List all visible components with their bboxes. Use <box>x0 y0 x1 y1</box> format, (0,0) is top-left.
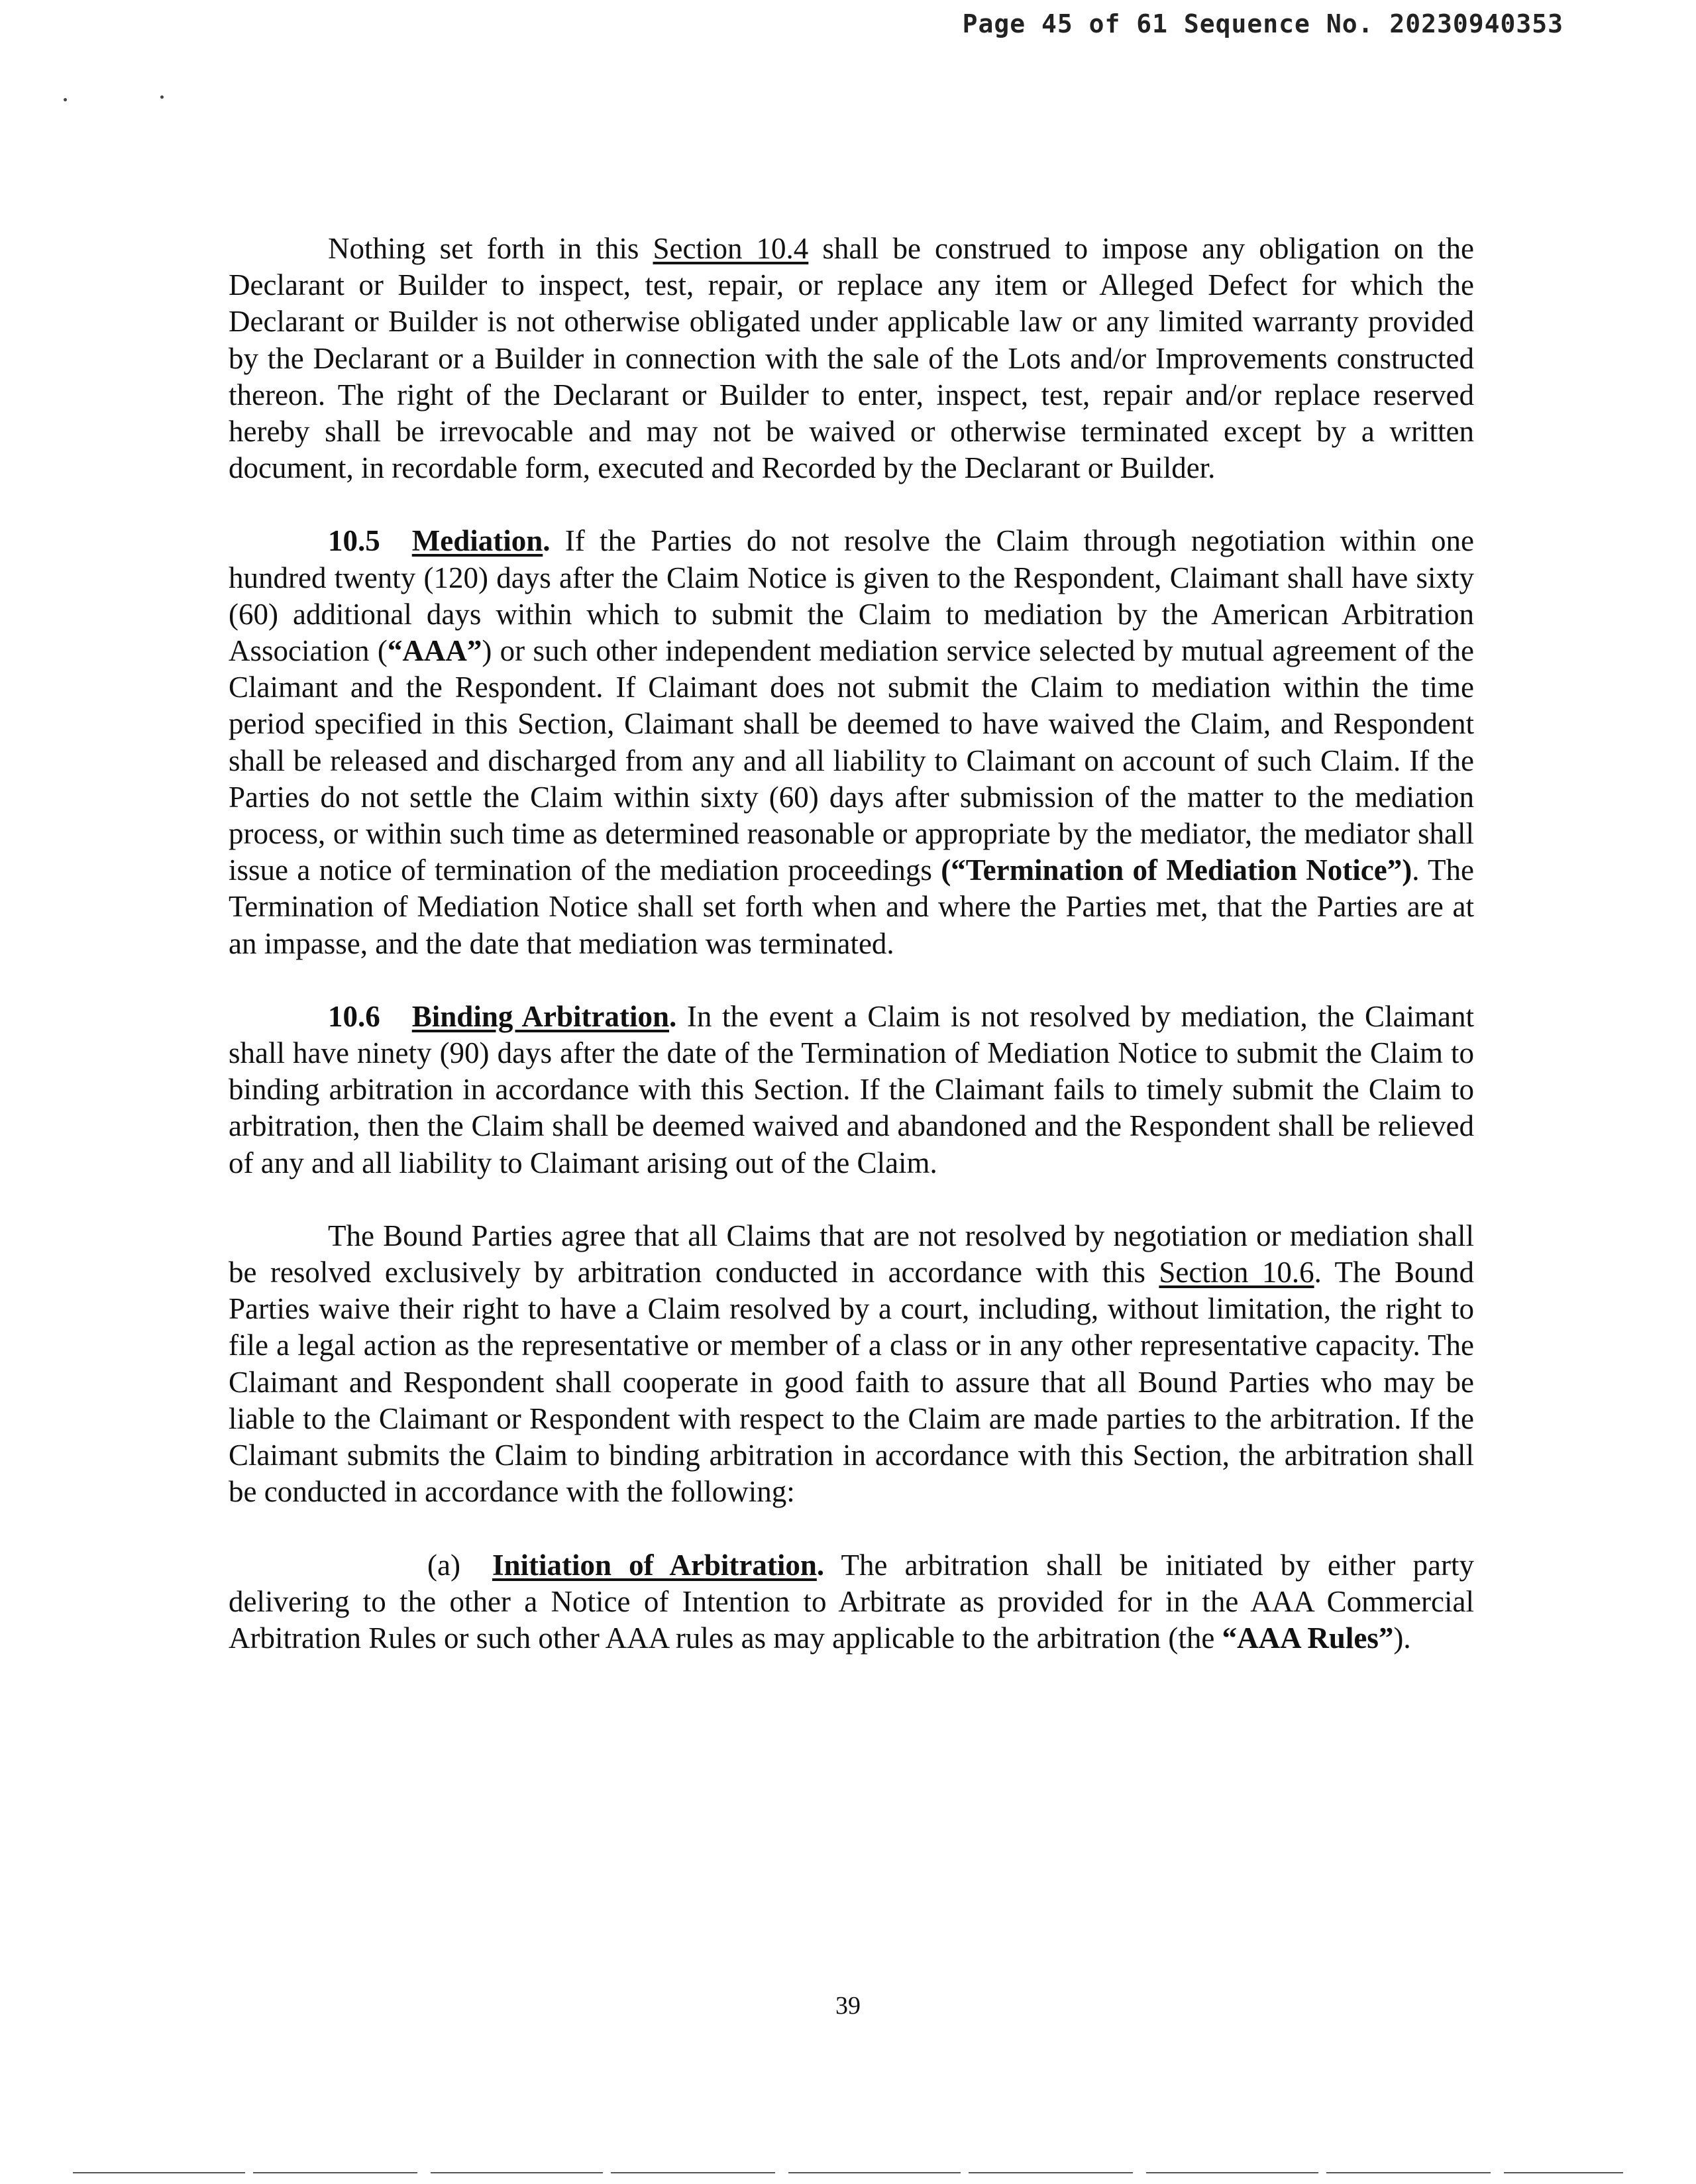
document-body <box>229 231 1474 1693</box>
section-heading: Binding Arbitration <box>411 999 669 1033</box>
heading-punctuation: . <box>543 524 551 558</box>
section-number: 10.5 <box>328 524 380 558</box>
section-number: 10.6 <box>328 999 380 1033</box>
section-reference: Section 10.4 <box>653 232 809 265</box>
paragraph-text: . The Bound Parties waive their right to have a Claim resolved by a court, including, without limitation, the right to file a legal action as the representative or member of a class or in any other representative capacity. The Claimant and Respondent shall cooperate in good faith to assure that all Bound Parties who may be liable to the Claimant or Respondent with respect to the Claim are made parties to the arbitration. If the Claimant submits the Claim to binding arbitration in accordance with this Section, the arbitration shall be conducted in accordance with the following: <box>229 1256 1474 1509</box>
defined-term: “AAA” <box>387 634 482 668</box>
subsection-label: (a) <box>427 1548 460 1582</box>
heading-punctuation: . <box>669 999 677 1033</box>
filing-stamp: Page 45 of 61 Sequence No. 20230940353 <box>962 9 1564 38</box>
scan-specks <box>64 93 170 106</box>
paragraph-text: ) or such other independent mediation service selected by mutual agreement of the Claimant and the Respondent. If Claimant does not submit the Claim to mediation within the time period specified in this Section, Claimant shall be deemed to have waived the Claim, and Respondent shall be released and discharged from any and all liability to Claimant on account of such Claim. If the Parties do not settle the Claim within sixty (60) days after submission of the matter to the mediation process, or within such time as determined reasonable or appropriate by the mediator, the mediator shall issue a notice of termination of the mediation proceedings <box>229 634 1475 887</box>
subsection-heading: Initiation of Arbitration <box>492 1548 817 1582</box>
paragraph-text: Nothing set forth in this <box>328 232 653 265</box>
section-10-5-mediation <box>229 523 1474 961</box>
paragraph-text: The Bound Parties agree that all Claims that are not resolved by negotiation or mediation shall be resolved exclusively by arbitration conducted in accordance with this <box>229 1219 1474 1289</box>
paragraph-text: ). <box>1393 1621 1411 1655</box>
paragraph-text: In the event a Claim is not resolved by mediation, the Claimant shall have ninety (90) days after the date of the Termination of Mediation Notice to submit the Claim to binding arbitration in accordance with this Section. If the Claimant fails to timely submit the Claim to arbitration, then the Claim shall be deemed waived and abandoned and the Respondent shall be relieved of any and all liability to Claimant arising out of the Claim. <box>229 999 1475 1179</box>
scan-speck <box>160 95 164 99</box>
paragraph-text: . The Termination of Mediation Notice shall set forth when and where the Parties met, that the Parties are at an impasse, and the date that mediation was terminated. <box>229 853 1474 960</box>
paragraph-text: If the Parties do not resolve the Claim through negotiation within one hundred twenty (120) days after the Claim Notice is given to the Respondent, Claimant shall have sixty (60) additional days within which to submit the Claim to mediation by the American Arbitration Association ( <box>229 524 1474 668</box>
section-reference: Section 10.6 <box>1159 1256 1314 1289</box>
defined-term: “AAA Rules” <box>1222 1621 1394 1655</box>
scan-bottom-edge <box>73 2172 1623 2173</box>
heading-punctuation: . <box>816 1548 825 1582</box>
section-heading: Mediation <box>411 524 543 558</box>
paragraph-text: shall be construed to impose any obligation on the Declarant or Builder to inspect, test, repair, or replace any item or Alleged Defect for which the Declarant or Builder is not otherwise obligated under applicable law or any limited warranty provided by the Declarant or a Builder in connection with the sale of the Lots and/or Improvements constructed thereon. The right of the Declarant or Builder to enter, inspect, test, repair and/or replace reserved hereby shall be irrevocable and may not be waived or otherwise terminated except by a written document, in recordable form, executed and Recorded by the Declarant or Builder. <box>229 232 1474 485</box>
section-10-6-binding-arbitration <box>229 999 1474 1181</box>
paragraph-section-10-4-note <box>229 231 1474 486</box>
scan-speck <box>64 98 67 101</box>
paragraph-bound-parties <box>229 1218 1474 1511</box>
defined-term: (“Termination of Mediation Notice”) <box>941 853 1412 887</box>
subsection-a-initiation <box>229 1547 1474 1657</box>
paragraph-text: The arbitration shall be initiated by either party delivering to the other a Notice of Intention to Arbitrate as provided for in the AAA Commercial Arbitration Rules or such other AAA rules as may applicable to the arbitration (the <box>229 1548 1474 1655</box>
page-number: 39 <box>835 1992 861 2020</box>
